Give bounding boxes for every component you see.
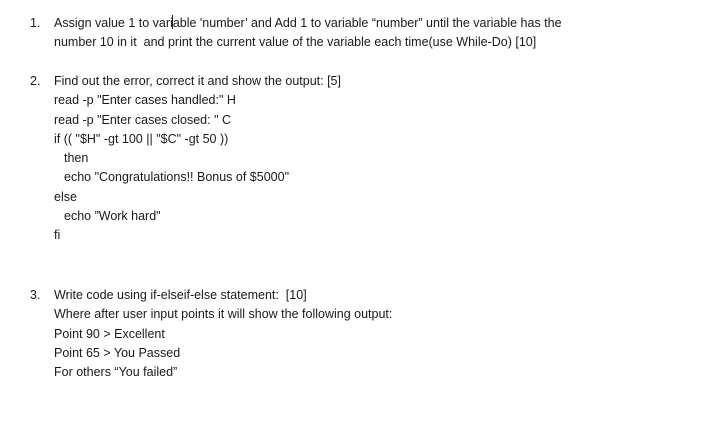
question-3-output-excellent[interactable]: Point 90 > Excellent [54,326,165,341]
code-line-echo-congrats[interactable]: echo "Congratulations!! Bonus of $5000" [64,170,289,185]
code-line-if[interactable]: if (( "$H" -gt 100 || "$C" -gt 50 )) [54,131,229,146]
question-1-body [54,14,684,53]
question-3-description[interactable]: Where after user input points it will show the following output: [54,307,393,322]
question-2-number: 2. [30,74,41,88]
question-3-body [54,286,684,382]
code-line-read-h[interactable]: read -p "Enter cases handled:" H [54,93,236,108]
code-line-then[interactable]: then [64,151,89,166]
code-line-else[interactable]: else [54,189,77,204]
code-line-echo-work-hard[interactable]: echo ”Work hard" [64,209,161,224]
code-line-read-c[interactable]: read -p "Enter cases closed: " C [54,112,232,127]
code-line-fi[interactable]: fi [54,228,61,243]
question-1-number: 1. [30,16,41,30]
question-3-prompt[interactable]: Write code using if-elseif-else statement: [10] [54,288,307,302]
question-3-number: 3. [30,288,41,302]
question-1-line-1[interactable]: Assign value 1 to variable 'number’ and Add 1 to variable “number” until the variable has the [54,16,562,30]
question-1-line-2[interactable]: number 10 in it and print the current value of the variable each time(use While-Do) [10] [54,35,537,50]
question-3-output-passed[interactable]: Point 65 > You Passed [54,345,181,360]
question-3-output-failed[interactable]: For others “You failed” [54,365,178,380]
question-2-prompt[interactable]: Find out the error, correct it and show the output: [5] [54,74,341,88]
question-2-body [54,72,684,246]
